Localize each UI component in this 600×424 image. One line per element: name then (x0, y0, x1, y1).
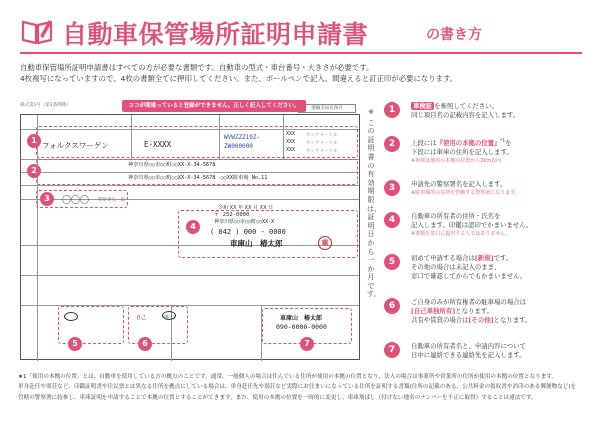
applicant-phone: ( 042 ) 000 - 0000 (210, 228, 286, 236)
step-4-note: ※書類を窓口に提出する人ではありません。 (411, 231, 511, 237)
marker-1: 1 (27, 134, 41, 148)
step-5-text-3: 窓口で確認してからでもかまいません。 (411, 272, 527, 280)
intro-line-2: 4枚複写になっていますので、4枚の書類全てに押印してください。また、ボールペンで記入、間違えると訂正印が必要になります。 (20, 74, 458, 83)
storage-address: 神奈川県○○市○○町○○XX-X-34-5678 ○○XX駐車場 No.11 (128, 175, 268, 181)
step-3-text: 申請先の警察署名を記入します。 (411, 180, 507, 188)
postal-code: 〒 252-0000 (214, 212, 250, 218)
side-note-text: この証明書の有効期限は、証明日から一か月です。 (367, 118, 381, 299)
footnote-line-2: 単身赴任や別荘など、印鑑証明書や住民票とは異なる住所を拠点にしている場合は、単身赴任先や別荘など実際にお住まいになっている住所を証明する書類(住所の記載のある、公共料金の領収書や消印のある郵便物など)を (18, 384, 577, 391)
step-6-number: 6 (384, 298, 400, 314)
step-6-post-2: となります。 (493, 316, 532, 324)
form-note: 様式第1号（第1条関係） (20, 103, 71, 108)
contact-name: 車庫山 椿太郎 (280, 315, 323, 322)
step-7-text-2: 日中に連絡できる連絡先を記入します。 (411, 351, 526, 359)
marker-2: 2 (27, 164, 41, 178)
step-6-keyword: [自己単独所有] (411, 307, 456, 315)
dim-unit-2: センチメートル (306, 141, 338, 146)
step-3-number: 3 (384, 180, 400, 196)
intro-text (20, 62, 586, 84)
step-6-pre: ご自身のみが所有権者の駐車場の場合は (411, 298, 527, 306)
dim-width: XXX (286, 139, 296, 145)
police-station-name: 〇〇〇 (62, 196, 90, 206)
warning-banner: ココが間違っていると登録ができません。正しく記入してください。 (122, 100, 306, 112)
application-form (18, 100, 363, 363)
contact-phone: 090-0000-0000 (276, 323, 327, 331)
step-6-text-2: 共有や賃貸の場合は (411, 316, 469, 324)
step-2-pre: 上段には (411, 139, 437, 148)
dim-unit-3: センチメートル (306, 149, 338, 154)
footnote-line-1: ★1「使用の本拠の位置」とは、自動車を使用している方の拠点のことです。通常、一般個人の場合は住んでいる住所が使用の本拠の位置となり、法人の場合は事業所や営業所の住所が使用の本拠の位置となります。 (18, 374, 558, 380)
step-7-number: 7 (384, 342, 400, 358)
step-2-note: ※車庫は使用の本拠の位置から2km以内 (411, 158, 502, 165)
section-5-box (58, 306, 124, 344)
page-title-suffix: の書き方 (426, 27, 482, 43)
form-stamp-label: 運輸支局長保存 (298, 104, 356, 113)
step-2-sup: *1 (500, 138, 506, 143)
intro-line-1: 自動車保管場所証明申請書はすべての方が必要な書類です。自動車の型式・車台番号・大きさが必要です。 (20, 63, 374, 72)
step-2-number: 2 (384, 136, 400, 152)
use-address: 神奈川県○○市○○町○○XX-X-34-5678 (128, 162, 216, 168)
step-2-keyword: 『使用の本拠の位置』 (436, 139, 501, 148)
step-4-text-2: 記入します。印鑑は認印でかまいません。 (411, 221, 533, 229)
chassis-number-2: ZW000000 (224, 143, 253, 150)
step-5-number: 5 (384, 254, 400, 270)
step-1-number: 1 (384, 102, 400, 118)
ownership-other: 他人 (164, 315, 175, 321)
applicant-address: 神奈川県○○市○○町○○XX-X (214, 219, 275, 225)
dim-length: XXX (286, 131, 296, 137)
car-name: フォルクスワーゲン (42, 141, 109, 150)
ownership-self: 自己 (136, 315, 147, 321)
step-1-text-2: 同じ項目名の記載内容を記入します。 (411, 111, 520, 119)
dim-unit-1: センチメートル (306, 133, 338, 138)
footnote (18, 372, 584, 403)
step-7-text: 自動車の所有者名と、申請内容について (411, 342, 526, 350)
step-2-post: を (505, 139, 512, 148)
marker-3: 3 (40, 192, 54, 206)
car-model: E-XXXX (144, 140, 172, 149)
side-note-mark: ※ (368, 108, 374, 116)
marker-5: 5 (68, 337, 82, 351)
date-line: 令和 XX 年 XX 月 XX 日 (218, 205, 274, 211)
marker-6: 6 (138, 337, 152, 351)
step-4-number: 4 (384, 212, 400, 228)
section-6-box (128, 306, 188, 344)
applicant-name: 車庫山 椿太郎 (230, 239, 283, 248)
step-5-post: です。 (493, 254, 513, 262)
marker-7: 7 (300, 337, 314, 351)
police-label: 警察署長 殿 (98, 198, 125, 203)
marker-4: 4 (186, 220, 200, 234)
validity-side-note (364, 108, 381, 328)
step-1-text: を参照してください。 (434, 102, 499, 110)
footnote-line-3: 管轄の警察署に持参し、車庫証明を申請することで本拠の位置とすることができます。また、使用の本拠の位置を一時的に変更し、車庫飛ばし（付けない地名のナンバーを不正に取得）することは違法です。 (18, 394, 537, 401)
dim-height: XXX (286, 147, 296, 153)
step-6-post: となります。 (455, 307, 494, 315)
title-divider (20, 52, 582, 54)
step-5-pre: 初めて申請する場合は (411, 254, 475, 262)
step-3-note: ※駐車場所の住所を管轄する警察署になります。 (411, 190, 520, 196)
title-row (20, 14, 580, 50)
step-5-keyword: [新規] (474, 254, 494, 262)
page-title: 自動車保管場所証明申請書 (62, 20, 369, 49)
chassis-number: WVWZZZ19Z- (224, 134, 261, 141)
step-5-text-2: その他の場合は未記入のまま、 (411, 263, 501, 271)
open-book-pencil-icon (20, 16, 54, 46)
step-6-keyword-2: [その他] (468, 316, 494, 324)
step-4-text: 自動車の所有者の住所・氏名を (411, 212, 501, 220)
step-1-keyword: 車検証 (413, 102, 433, 110)
applicant-seal: 車 (318, 236, 332, 250)
step-2-text-2: 下段には車庫の住所を記入します。 (411, 148, 513, 157)
